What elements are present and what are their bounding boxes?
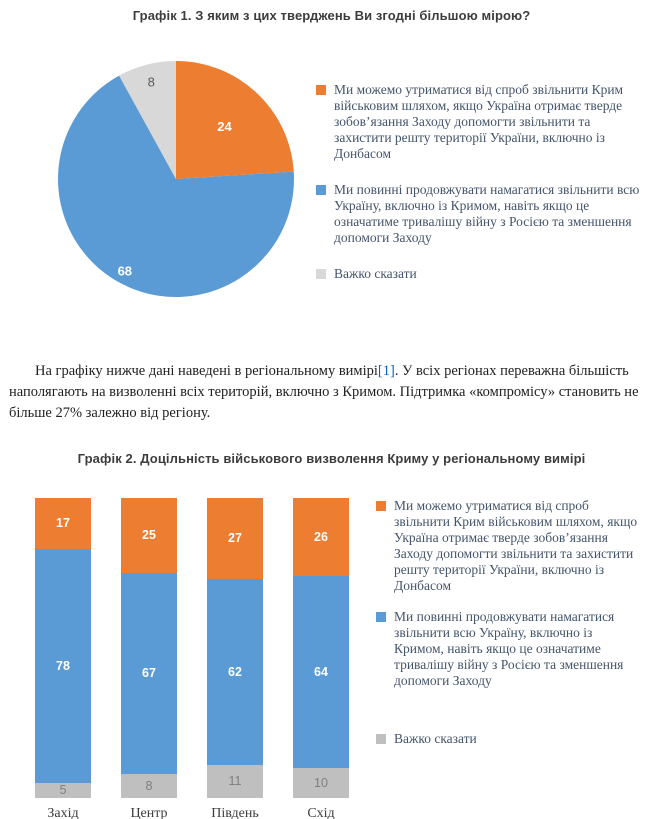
category-label: Захід [47,806,79,819]
legend-item [376,731,644,747]
stacked-bar [121,498,177,798]
legend-label: Ми повинні продовжувати намагатися звільнити всю Україну, включно із Кримом, навіть якщо це означатиме тривалішу війну з Росією та зменшення допомоги Заходу [334,182,640,245]
bar-column [20,498,106,819]
legend-swatch-icon [316,269,326,279]
category-label: Південь [211,806,259,819]
legend-item [316,182,648,246]
legend-item [376,609,644,689]
legend-swatch-icon [316,85,326,95]
bar-segment [207,765,263,798]
chart2-legend [376,486,644,819]
stacked-bar [293,498,349,798]
bar-segment [35,549,91,783]
legend-swatch-icon [316,185,326,195]
legend-label: Ми повинні продовжувати намагатися звільнити всю Україну, включно із Кримом, навіть якщо це означатиме тривалішу війну з Росією та зменшення допомоги Заходу [394,609,624,688]
bar-segment [35,783,91,798]
paragraph [0,361,663,424]
bar-segment [121,774,177,798]
pie-value-label: 24 [217,118,232,134]
legend-label: Ми можемо утриматися від спроб звільнити Крим військовим шляхом, якщо Україна отримає тверде зобов’язання Заходу допомогти звільнити та захистити решту території України, включно із Донбасом [334,82,624,161]
chart1-body [0,39,663,341]
bar-segment [121,573,177,774]
bar-segment [35,498,91,549]
bar-segment [121,498,177,573]
bar-value-label: 17 [56,516,70,531]
bar-value-label: 62 [228,664,242,679]
bar-column [192,498,278,819]
bar-segment [293,576,349,768]
stacked-bar [207,498,263,798]
legend-item [376,498,644,594]
bar-value-label: 27 [228,531,242,546]
chart2-section [0,451,663,819]
bar-value-label: 25 [142,528,156,543]
bar-value-label: 64 [314,664,328,679]
bar-value-label: 11 [228,774,242,789]
pie-svg [56,59,296,299]
category-label: Центр [130,806,168,819]
legend-swatch-icon [376,734,386,744]
bar-segment [207,579,263,765]
bar-value-label: 26 [314,529,328,544]
legend-label: Ми можемо утриматися від спроб звільнити Крим військовим шляхом, якщо Україна отримає тверде зобов’язання Заходу допомогти звільнити та захистити решту території України, включно із Донбасом [394,498,638,593]
paragraph-text-after: . У всіх регіонах переважна більшість наполягають на визволенні всіх територій, включно з Кримом. Підтримка «компромісу» становить не більше 27% залежно від регіону. [9,363,639,421]
bar-segment [293,498,349,576]
pie-value-label: 8 [147,74,155,90]
legend-item [316,266,648,282]
chart1-section [0,8,663,341]
category-label: Схід [307,806,335,819]
chart1-legend [316,39,648,341]
bar-column [106,498,192,819]
chart2-title: Графік 2. Доцільність військового визволення Криму у регіональному вимірі [77,451,586,466]
footnote-link[interactable]: [1] [377,363,395,379]
bar-chart [0,486,370,819]
bar-column [278,498,364,819]
legend-swatch-icon [376,501,386,511]
bar-segment [293,768,349,798]
legend-label: Важко сказати [394,731,477,746]
legend-label: Важко сказати [334,266,417,281]
pie-value-label: 68 [117,263,133,279]
bar-value-label: 10 [314,775,328,790]
legend-item [316,82,648,162]
chart2-body [0,486,663,819]
pie-chart [0,39,306,341]
pie-slice [176,61,294,179]
paragraph-text-before: На графіку нижче дані наведені в регіональному вимірі [35,363,378,379]
legend-swatch-icon [376,612,386,622]
stacked-bar [35,498,91,798]
bar-value-label: 8 [145,778,153,793]
bar-value-label: 5 [59,783,67,798]
bar-segment [207,498,263,579]
chart1-title: Графік 1. З яким з цих тверджень Ви згодні більшою мірою? [132,8,531,23]
bar-value-label: 67 [142,666,156,681]
bar-value-label: 78 [56,658,70,673]
